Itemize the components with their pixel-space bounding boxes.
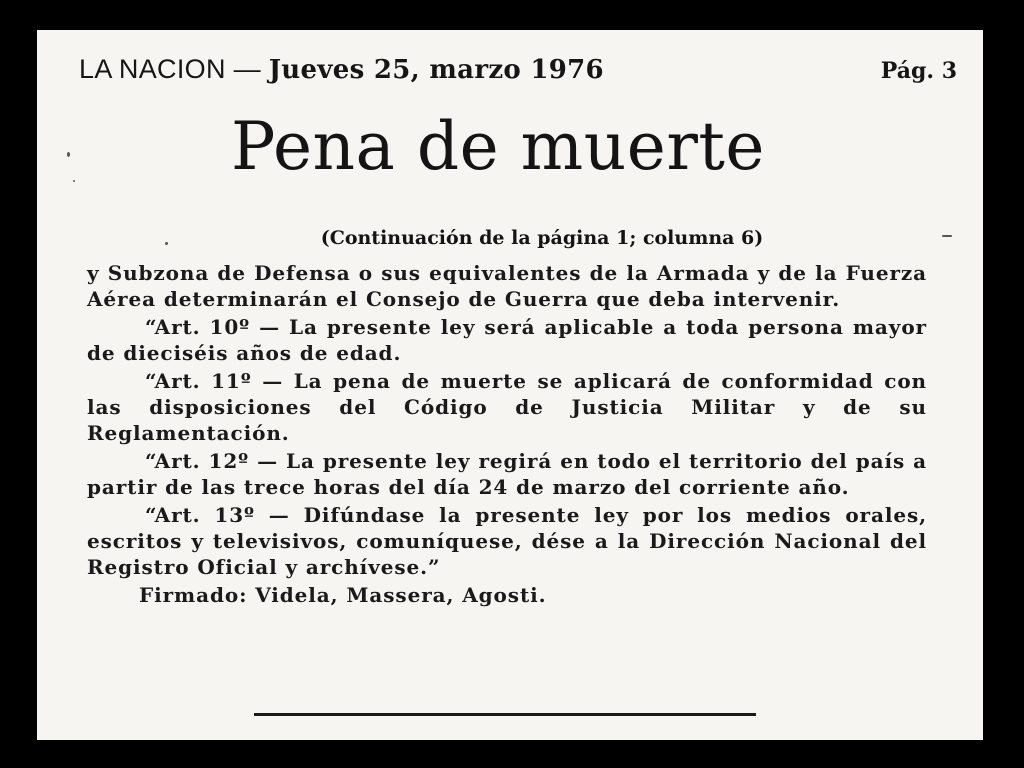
paragraph-art-10: “Art. 10º — La presente ley será aplicable a toda persona mayor de dieciséis años de edad. [87, 315, 927, 365]
article-body [87, 260, 927, 610]
newspaper-clipping [37, 30, 983, 740]
issue-date: Jueves 25, marzo 1976 [268, 55, 604, 85]
print-speck [73, 180, 75, 182]
article-headline: Pena de muerte [231, 108, 765, 185]
page-number: Pág. 3 [880, 58, 957, 84]
print-speck [67, 152, 70, 157]
paragraph-art-11: “Art. 11º — La pena de muerte se aplicará de conformidad con las disposiciones del Código de Justicia Militar y de su Reglamentación. [87, 369, 927, 445]
closing-rule [254, 713, 756, 716]
masthead [79, 54, 604, 85]
newspaper-name: LA NACION [79, 54, 226, 84]
masthead-separator: — [233, 54, 261, 84]
signature-line: Firmado: Videla, Massera, Agosti. [139, 583, 547, 607]
paragraph-art-13: “Art. 13º — Difúndase la presente ley por los medios orales, escritos y televisivos, comuníquese, dése a la Dirección Nacional del Registro Oficial y archívese.” [87, 503, 927, 579]
paragraph-art-12: “Art. 12º — La presente ley regirá en todo el territorio del país a partir de las trece horas del día 24 de marzo del corriente año. [87, 449, 927, 499]
print-speck [165, 242, 168, 245]
paragraph-intro: y Subzona de Defensa o sus equivalentes de la Armada y de la Fuerza Aérea determinarán el Consejo de Guerra que deba intervenir. [87, 261, 927, 311]
continuation-note: (Continuación de la página 1; columna 6) [320, 227, 764, 249]
print-speck [942, 235, 952, 237]
